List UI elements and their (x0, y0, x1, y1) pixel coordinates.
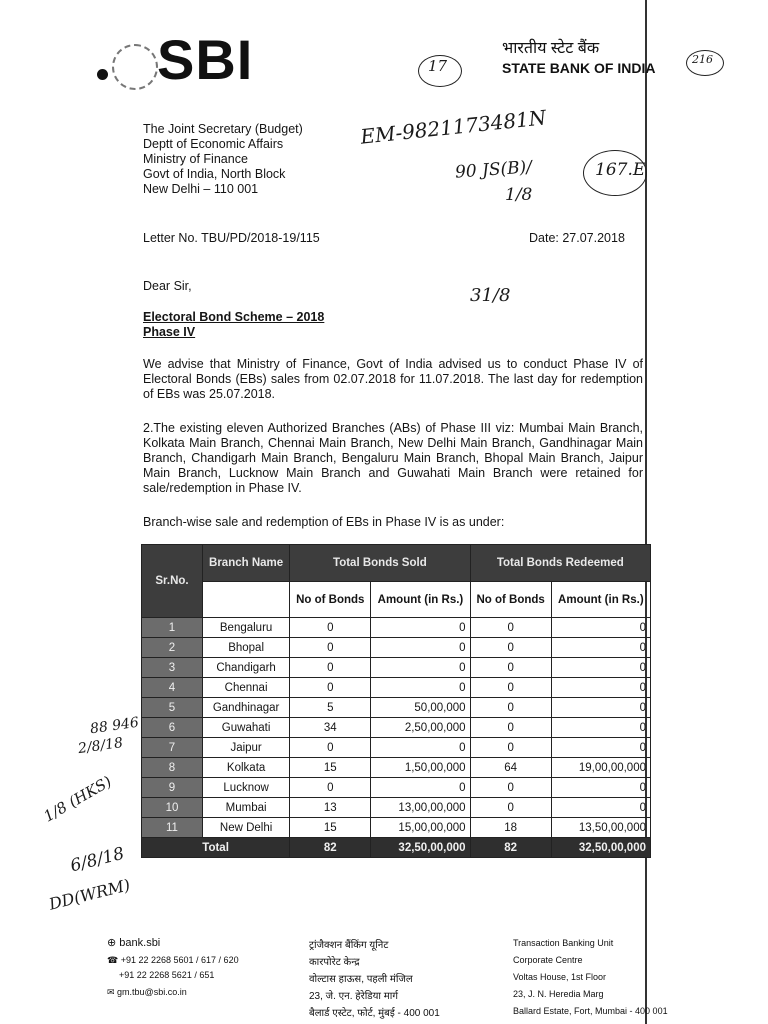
logo-dot (97, 69, 108, 80)
table-header: Total Bonds Sold (290, 545, 470, 582)
handwritten-margin-note: 1/8 (HKS) (40, 772, 115, 826)
table-cell: 0 (290, 678, 371, 698)
total-label: Total (142, 838, 290, 858)
addressee-line: Deptt of Economic Affairs (143, 137, 284, 151)
letter-date: Date: 27.07.2018 (529, 231, 625, 245)
table-cell: 0 (470, 678, 551, 698)
addressee-line: The Joint Secretary (Budget) (143, 122, 303, 136)
table-cell: 4 (142, 678, 203, 698)
footer-address-line: Transaction Banking Unit (513, 938, 614, 948)
body-paragraph: 2.The existing eleven Authorized Branches (ABs) of Phase III viz: Mumbai Main Branch, Kolkata Main Branch, Chennai Main Branch, New Delhi Main Branch, Gandhinagar Main Branch, Chandigarh Main Branch, Bengaluru Main Branch, Bhopal Main Branch, Jaipur Main Branch, Lucknow Main Branch and Guwahati Main Branch were retained for sale/redemption in Phase IV. (143, 421, 643, 495)
table-cell: 0 (290, 738, 371, 758)
phone-icon: ☎ (107, 955, 121, 965)
footer-address-line: Voltas House, 1st Floor (513, 972, 607, 982)
table-cell: 8 (142, 758, 203, 778)
handwritten-reference: EM-9821173481N (359, 105, 548, 149)
table-subheader: No of Bonds (290, 582, 371, 618)
table-cell: Bengaluru (203, 618, 290, 638)
table-cell: 0 (551, 718, 650, 738)
globe-icon: ⊕ (107, 937, 120, 949)
table-cell: 18 (470, 818, 551, 838)
footer-address-line: Ballard Estate, Fort, Mumbai - 400 001 (513, 1006, 668, 1016)
total-cell: 82 (470, 838, 551, 858)
table-cell: 2 (142, 638, 203, 658)
table-row (142, 798, 651, 818)
handwritten-margin-note: 6/8/18 (68, 843, 127, 877)
handwritten-diary-note: 1/8 (505, 185, 533, 205)
table-cell: 0 (551, 658, 650, 678)
body-paragraph: Branch-wise sale and redemption of EBs in Phase IV is as under: (143, 515, 505, 529)
table-cell: 0 (470, 658, 551, 678)
table-cell: 19,00,00,000 (551, 758, 650, 778)
table-cell: 5 (142, 698, 203, 718)
table-cell: 0 (551, 738, 650, 758)
table-cell: 0 (371, 638, 470, 658)
table-cell: Lucknow (203, 778, 290, 798)
table-cell: 6 (142, 718, 203, 738)
table-cell: 0 (470, 738, 551, 758)
table-row (142, 778, 651, 798)
footer-hindi-line: वोल्टास हाऊस, पहली मंजिल (309, 974, 413, 985)
footer-web-text[interactable]: bank.sbi (119, 937, 161, 949)
table-cell: 0 (551, 618, 650, 638)
footer-address-line: Corporate Centre (513, 955, 583, 965)
footer-email (107, 984, 187, 1001)
table-cell: 0 (290, 778, 371, 798)
table-cell: 0 (470, 698, 551, 718)
page-edge-line (645, 0, 647, 1024)
table-cell: Guwahati (203, 718, 290, 738)
footer-web (107, 935, 160, 952)
mail-icon: ✉ (107, 987, 118, 997)
footer-email-text[interactable]: gm.tbu@sbi.co.in (117, 987, 187, 997)
table-cell: 0 (371, 618, 470, 638)
table-row (142, 718, 651, 738)
subject-line: Electoral Bond Scheme – 2018 (143, 310, 325, 324)
table-row (142, 618, 651, 638)
table-cell: 0 (551, 678, 650, 698)
table-cell: Bhopal (203, 638, 290, 658)
table-cell: 0 (290, 638, 371, 658)
table-cell: 50,00,000 (371, 698, 470, 718)
salutation: Dear Sir, (143, 279, 192, 293)
table-cell: Gandhinagar (203, 698, 290, 718)
footer-hindi-line: ट्रांजैक्शन बैंकिंग यूनिट (309, 940, 389, 951)
table-cell: 0 (470, 618, 551, 638)
letter-number: Letter No. TBU/PD/2018-19/115 (143, 231, 320, 245)
table-cell: 0 (470, 638, 551, 658)
table-cell: 11 (142, 818, 203, 838)
table-cell: 0 (290, 658, 371, 678)
table-cell: 0 (371, 658, 470, 678)
sbi-logo-icon (112, 44, 158, 90)
table-cell: 10 (142, 798, 203, 818)
table-cell: 13,00,00,000 (371, 798, 470, 818)
table-cell: 34 (290, 718, 371, 738)
handwritten-number: 17 (428, 57, 448, 75)
table-row (142, 738, 651, 758)
table-row (142, 698, 651, 718)
addressee-line: New Delhi – 110 001 (143, 182, 259, 196)
handwritten-margin-note: DD(WRM) (46, 875, 133, 914)
footer-phone-secondary: +91 22 2268 5621 / 651 (119, 970, 215, 980)
handwritten-diary-note: 90 JS(B)/ (454, 157, 533, 183)
table-cell: 0 (470, 798, 551, 818)
table-cell: 0 (551, 698, 650, 718)
footer-hindi-line: कारपोरेट केन्द्र (309, 957, 360, 968)
table-cell: 7 (142, 738, 203, 758)
table-cell: 0 (551, 798, 650, 818)
table-row (142, 818, 651, 838)
table-header-row (142, 545, 651, 582)
table-subheader-blank (203, 582, 290, 618)
table-subheader: Amount (in Rs.) (551, 582, 650, 618)
body-paragraph: We advise that Ministry of Finance, Govt of India advised us to conduct Phase IV of Electoral Bonds (EBs) sales from 02.07.2018 for 11.07.2018. The last day for redemption of EBs was 25.07.2018. (143, 357, 643, 401)
table-cell: 0 (470, 778, 551, 798)
total-cell: 82 (290, 838, 371, 858)
handwritten-margin-note: 88 946 (89, 714, 140, 738)
footer-phone-text: +91 22 2268 5601 / 617 / 620 (120, 955, 239, 965)
table-cell: New Delhi (203, 818, 290, 838)
table-header: Branch Name (203, 545, 290, 582)
addressee-line: Govt of India, North Block (143, 167, 286, 181)
table-cell: 3 (142, 658, 203, 678)
table-cell: 5 (290, 698, 371, 718)
table-cell: 0 (551, 638, 650, 658)
bank-name-hindi: भारतीय स्टेट बैंक (502, 40, 600, 57)
table-row (142, 658, 651, 678)
table-row (142, 638, 651, 658)
table-cell: 1 (142, 618, 203, 638)
table-header: Total Bonds Redeemed (470, 545, 650, 582)
table-cell: Kolkata (203, 758, 290, 778)
total-cell: 32,50,00,000 (551, 838, 650, 858)
handwritten-initials: 31/8 (470, 285, 511, 306)
table-cell: 0 (371, 738, 470, 758)
handwritten-number: 167.E (595, 160, 646, 180)
table-cell: 0 (470, 718, 551, 738)
table-cell: Jaipur (203, 738, 290, 758)
table-cell: 15 (290, 758, 371, 778)
footer-hindi-line: बैलार्ड एस्टेट, फोर्ट, मुंबई - 400 001 (309, 1008, 440, 1019)
table-cell: 13,50,00,000 (551, 818, 650, 838)
table-subheader-row (142, 582, 651, 618)
table-cell: 15 (290, 818, 371, 838)
footer-address-line: 23, J. N. Heredia Marg (513, 989, 604, 999)
table-cell: 0 (551, 778, 650, 798)
table-cell: 64 (470, 758, 551, 778)
table-cell: Chandigarh (203, 658, 290, 678)
handwritten-number: 216 (692, 53, 713, 66)
bank-name: STATE BANK OF INDIA (502, 60, 656, 76)
footer-hindi-line: 23, जे. एन. हेरेडिया मार्ग (309, 991, 399, 1002)
table-cell: 1,50,00,000 (371, 758, 470, 778)
total-cell: 32,50,00,000 (371, 838, 470, 858)
logo-text: SBI (157, 28, 254, 91)
subject-line: Phase IV (143, 325, 196, 339)
electoral-bonds-table (141, 544, 651, 858)
table-cell: Mumbai (203, 798, 290, 818)
table-row (142, 758, 651, 778)
table-cell: 0 (290, 618, 371, 638)
table-row (142, 678, 651, 698)
handwritten-margin-note: 2/8/18 (77, 734, 124, 758)
table-header: Sr.No. (142, 545, 203, 618)
table-cell: 9 (142, 778, 203, 798)
table-subheader: No of Bonds (470, 582, 551, 618)
addressee-line: Ministry of Finance (143, 152, 248, 166)
table-total-row (142, 838, 651, 858)
table-cell: 15,00,00,000 (371, 818, 470, 838)
table-cell: 0 (371, 678, 470, 698)
table-cell: 2,50,00,000 (371, 718, 470, 738)
table-cell: 13 (290, 798, 371, 818)
table-cell: 0 (371, 778, 470, 798)
table-subheader: Amount (in Rs.) (371, 582, 470, 618)
table-cell: Chennai (203, 678, 290, 698)
